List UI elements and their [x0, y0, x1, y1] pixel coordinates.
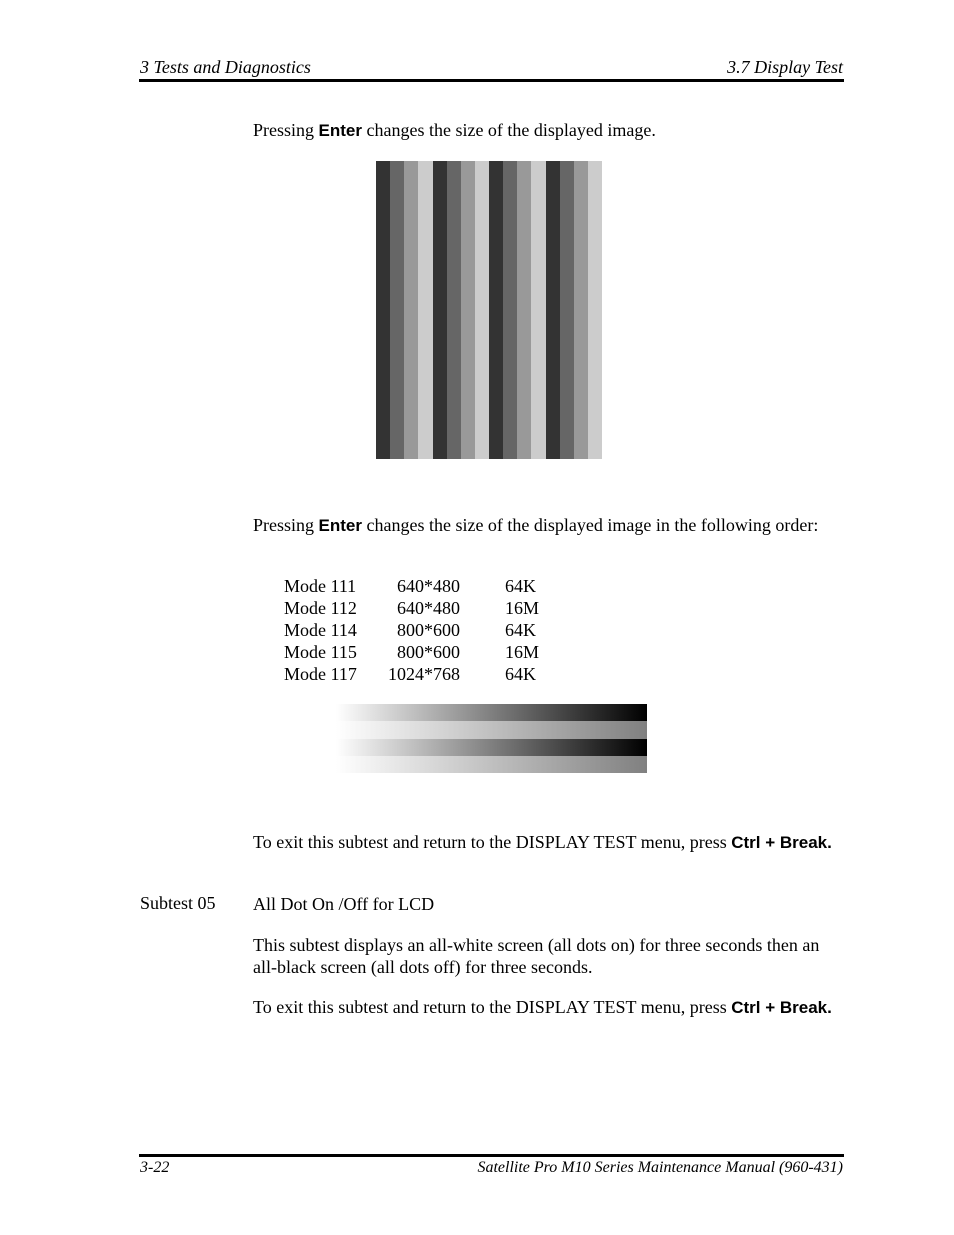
gray-bar — [475, 161, 489, 459]
gray-bar — [418, 161, 432, 459]
mode-row — [284, 620, 604, 642]
mode-name: Mode 112 — [284, 598, 357, 618]
text: To exit this subtest and return to the DISPLAY TEST menu, press — [253, 997, 732, 1017]
ctrl-break-key-label: Ctrl + Break. — [731, 998, 832, 1017]
enter-key-label: Enter — [318, 121, 362, 140]
gradient-ramp — [336, 756, 647, 773]
mode-row — [284, 642, 604, 664]
gray-bar — [517, 161, 531, 459]
text: Pressing — [253, 515, 319, 535]
page-number: 3-22 — [140, 1159, 170, 1176]
gradient-ramp — [336, 704, 647, 721]
mode-colors: 16M — [505, 642, 540, 662]
text: changes the size of the displayed image. — [361, 120, 656, 140]
header-rule — [139, 79, 844, 82]
gray-bar — [404, 161, 418, 459]
gray-bar — [376, 161, 390, 459]
manual-title: Satellite Pro M10 Series Maintenance Manual (960-431) — [477, 1159, 843, 1176]
gray-bar — [433, 161, 447, 459]
paragraph-exit-instruction — [253, 831, 843, 854]
paragraph-all-dot-description: This subtest displays an all-white screen (all dots on) for three seconds then an all-black screen (all dots off) for three seconds. — [253, 935, 820, 977]
mode-resolution: 1024*768 — [388, 664, 460, 684]
gray-bar — [489, 161, 503, 459]
subtest-label: Subtest 05 — [140, 893, 216, 913]
gray-bar — [447, 161, 461, 459]
paragraph-enter-size — [253, 119, 843, 142]
text: Pressing — [253, 120, 319, 140]
mode-resolution: 640*480 — [397, 598, 460, 618]
mode-row — [284, 664, 604, 686]
gradient-ramp — [336, 721, 647, 738]
gray-bar-pattern-image — [376, 161, 602, 459]
paragraph-enter-order — [253, 514, 843, 537]
gray-bar — [531, 161, 545, 459]
gray-bar — [390, 161, 404, 459]
gray-bar — [588, 161, 602, 459]
mode-colors: 64K — [505, 576, 536, 596]
gradient-ramp — [336, 739, 647, 756]
mode-name: Mode 111 — [284, 576, 357, 596]
enter-key-label: Enter — [318, 516, 362, 535]
text: changes the size of the displayed image in the following order: — [361, 515, 819, 535]
gray-bar — [503, 161, 517, 459]
gray-bar — [546, 161, 560, 459]
header-section: 3.7 Display Test — [727, 57, 843, 77]
ctrl-break-key-label: Ctrl + Break. — [731, 833, 832, 852]
mode-name: Mode 114 — [284, 620, 357, 640]
text: To exit this subtest and return to the DISPLAY TEST menu, press — [253, 832, 732, 852]
mode-colors: 64K — [505, 620, 536, 640]
gray-bar — [560, 161, 574, 459]
paragraph-exit-instruction — [253, 996, 843, 1019]
mode-name: Mode 115 — [284, 642, 357, 662]
mode-colors: 16M — [505, 598, 540, 618]
mode-row — [284, 576, 604, 598]
mode-resolution: 800*600 — [397, 620, 460, 640]
mode-resolution: 640*480 — [397, 576, 460, 596]
subtest-title: All Dot On /Off for LCD — [253, 894, 435, 914]
mode-colors: 64K — [505, 664, 536, 684]
mode-row — [284, 598, 604, 620]
gradient-ramp-image — [336, 704, 647, 773]
mode-name: Mode 117 — [284, 664, 357, 684]
header-chapter: 3 Tests and Diagnostics — [140, 57, 311, 77]
gray-bar — [461, 161, 475, 459]
footer-rule — [139, 1154, 844, 1157]
mode-resolution: 800*600 — [397, 642, 460, 662]
gray-bar — [574, 161, 588, 459]
